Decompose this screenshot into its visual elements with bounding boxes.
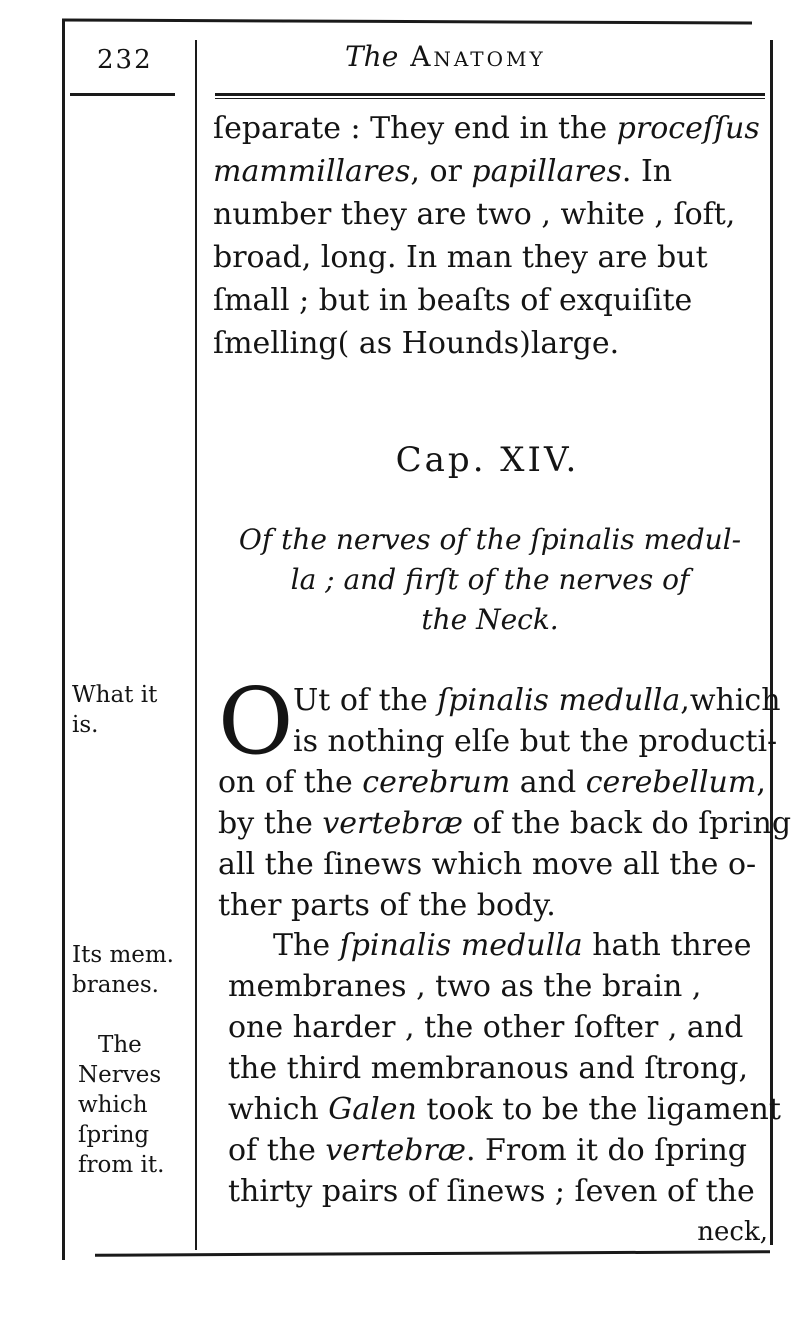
margin-note-membranes: Its mem. branes. [72, 942, 174, 998]
text-line: Ut of the ſpinalis medulla,which [293, 683, 781, 718]
subtitle-line: the Neck. [421, 603, 559, 636]
header-rule-right [215, 93, 765, 96]
margin-note-what-it-is: What it is. [72, 682, 158, 738]
text-line: mammillares, or papillares. In [213, 154, 673, 189]
text-line: ſeparate : They end in the proceſſus [213, 111, 760, 146]
text-line: is nothing elſe but the producti- [293, 724, 778, 759]
intro-text [213, 107, 763, 365]
text-line: which Galen took to be the ligament [228, 1092, 781, 1127]
paragraph-1 [218, 680, 792, 926]
text-line: thirty pairs of ſinews ; ſeven of the [228, 1174, 755, 1209]
running-head-title: Anatomy [410, 40, 546, 73]
chapter-subtitle [215, 520, 765, 640]
text-line: The ſpinalis medulla hath three [273, 928, 752, 963]
top-border-rule [62, 18, 752, 24]
text-line: number they are two , white , ſoft, [213, 197, 736, 232]
text-line: of the vertebræ. From it do ſpring [228, 1133, 748, 1168]
text-line: by the vertebræ of the back do ſpring [218, 806, 792, 841]
page-number: 232 [97, 45, 153, 75]
running-head [345, 40, 546, 73]
running-head-article: The [345, 40, 399, 73]
text-line: membranes , two as the brain , [228, 969, 702, 1004]
text-line: one harder , the other ſofter , and [228, 1010, 744, 1045]
text-line: ſmall ; but in beaſts of exquiſite [213, 283, 693, 318]
text-line: on of the cerebrum and cerebellum, [218, 765, 766, 800]
subtitle-line: la ; and firſt of the nerves of [290, 563, 690, 596]
header-rule-left [70, 93, 175, 96]
chapter-title: Cap. XIV. [395, 440, 580, 480]
text-line: all the ſinews which move all the o- [218, 847, 757, 882]
text-line: the third membranous and ſtrong, [228, 1051, 749, 1086]
catchword: neck, [697, 1217, 768, 1247]
margin-note-nerves: The Nerves which ſpring from it. [78, 1032, 165, 1178]
text-line: ther parts of the body. [218, 888, 556, 923]
left-border-rule [62, 20, 65, 1260]
paragraph-2 [228, 925, 781, 1253]
drop-cap: O [218, 668, 294, 775]
text-line: broad, long. In man they are but [213, 240, 708, 275]
header-rule-right-thin [215, 98, 765, 99]
subtitle-line: Of the nerves of the ſpinalis medul- [238, 523, 742, 556]
margin-gutter-rule [195, 40, 197, 1250]
text-line: ſmelling( as Hounds)large. [213, 326, 620, 361]
